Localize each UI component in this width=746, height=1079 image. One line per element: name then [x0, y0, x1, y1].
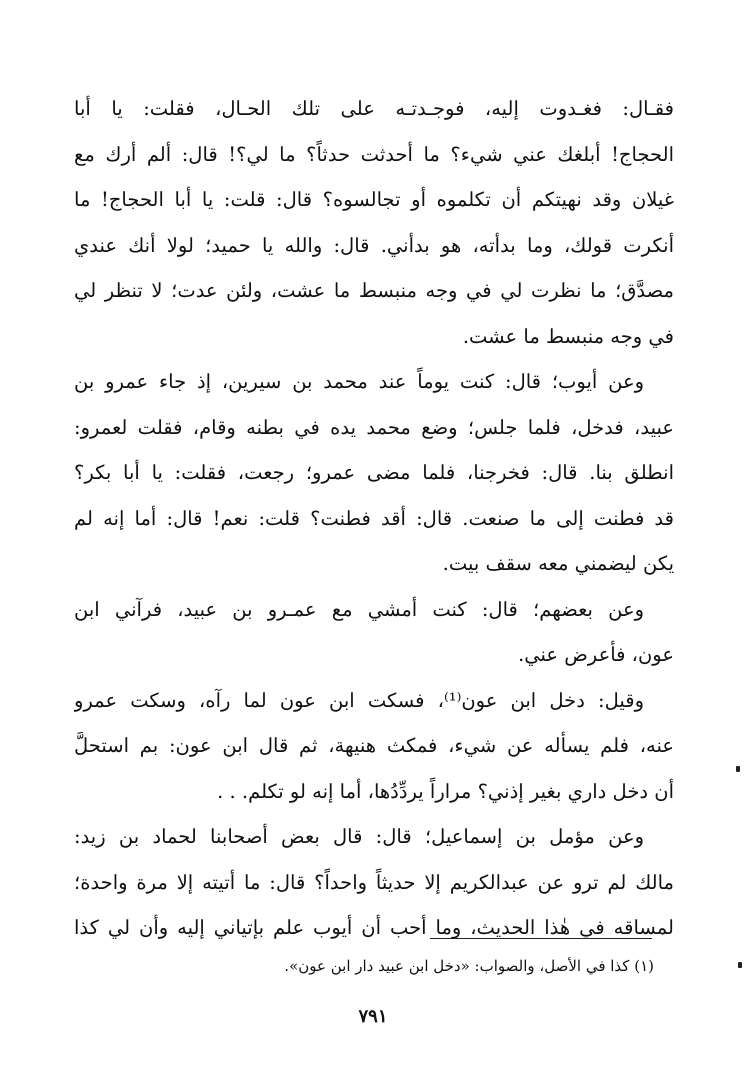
main-text [74, 86, 674, 951]
text-line: عنه، فلم يسأله عن شيء، فمكث هنيهة، ثم قال ابن عون: بم استحلَّ [74, 734, 674, 757]
paragraph-4 [74, 678, 674, 815]
text-line: لمساقه في هٰذا الحديث، وما أحب أن أيوب علم بإتياني إليه وأن لي كذا [74, 916, 674, 939]
text-line: قد فطنت إلى ما صنعت. قال: أقد فطنت؟ قلت: نعم! قال: أما إنه لم [74, 506, 674, 530]
text-line: غيلان وقد نهيتكم أن تكلموه أو تجالسوه؟ قال: قلت: يا أبا الحجاج! ما [74, 188, 674, 211]
text-line: مالك لم ترو عن عبدالكريم إلا حديثاً واحداً؟ قال: ما أتيته إلا مرة واحدة؛ [74, 870, 674, 894]
text-line: انطلق بنا. قال: فخرجنا، فلما مضى عمرو؛ رجعت، فقلت: يا أبا بكر؟ [74, 461, 674, 484]
text-line: وعن بعضهم؛ قال: كنت أمشي مع عمـرو بن عبيد، فرآني ابن [74, 597, 644, 621]
scan-speck [738, 962, 742, 968]
text-line: أن دخل داري بغير إذني؟ مراراً يردِّدُها، أما إنه لو تكلم. . . [217, 779, 674, 803]
text-line: يكن ليضمني معه سقف بيت. [442, 552, 674, 575]
footnote-divider [430, 938, 652, 939]
text-line: وقيل: دخل ابن عون⁽¹⁾، فسكت ابن عون لما رآه، وسكت عمرو [74, 688, 644, 712]
text-line: وعن مؤمل بن إسماعيل؛ قال: قال بعض أصحابنا لحماد بن زيد: [74, 825, 644, 848]
paragraph-5 [74, 814, 674, 951]
footnote: (١) كذا في الأصل، والصواب: «دخل ابن عبيد دار ابن عون». [284, 957, 654, 975]
scan-speck [736, 766, 740, 772]
text-line: فقـال: فغـدوت إليه، فوجـدتـه على تلك الحـال، فقلت: يا أبا [74, 97, 674, 120]
paragraph-1 [74, 86, 674, 359]
text-line: في وجه منبسط ما عشت. [462, 324, 674, 348]
text-line: وعن أيوب؛ قال: كنت يوماً عند محمد بن سيرين، إذ جاء عمرو بن [74, 370, 644, 393]
text-line: عبيد، فدخل، فلما جلس؛ وضع محمد يده في بطنه وقام، فقلت لعمرو: [74, 415, 674, 439]
paragraph-3 [74, 587, 674, 678]
text-line: الحجاج! أبلغك عني شيء؟ ما أحدثت حدثاً؟ ما لي؟! قال: ألم أرك مع [74, 142, 674, 166]
page-number: ٧٩١ [358, 1006, 388, 1027]
text-line: عون، فأعرض عني. [518, 643, 674, 666]
text-line: مصدَّق؛ ما نظرت لي في وجه منبسط ما عشت، ولئن عدت؛ لا تنظر لي [74, 279, 674, 302]
text-line: أنكرت قولك، وما بدأته، هو بدأني. قال: والله يا حميد؛ لولا أنك عندي [74, 233, 674, 257]
paragraph-2 [74, 359, 674, 587]
